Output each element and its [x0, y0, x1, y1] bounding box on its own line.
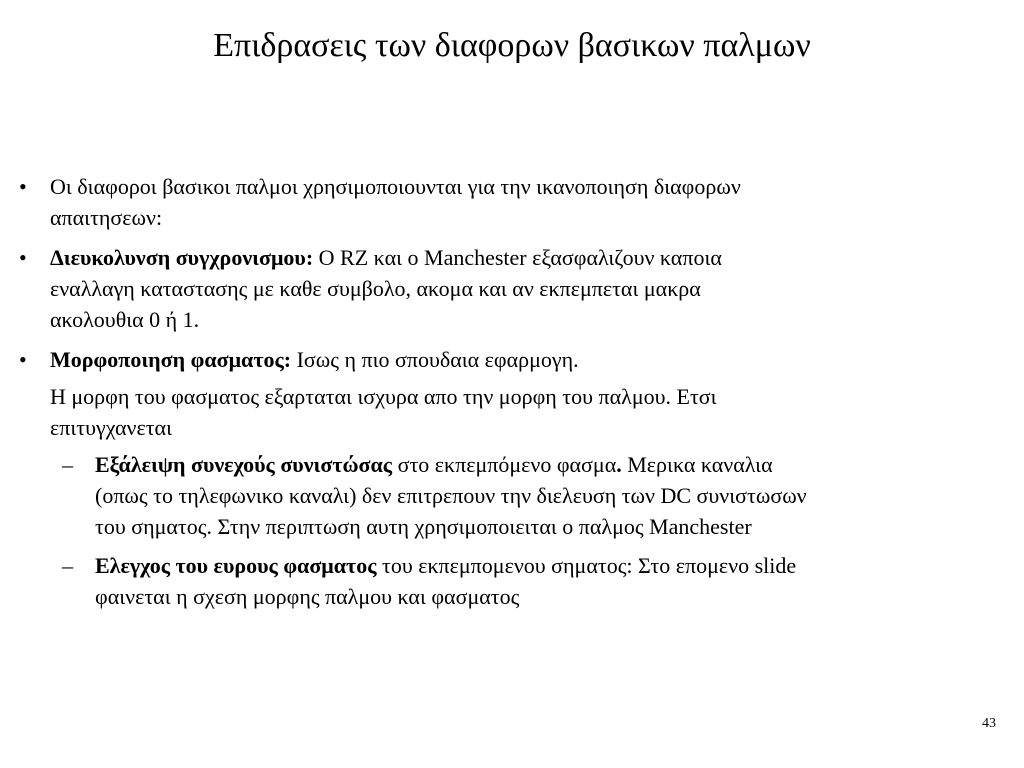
bullet-2-bold-label: Διευκολυνση συγχρονισμου:	[50, 245, 314, 270]
sub-1-text-tail: Μερικα καναλια	[621, 452, 773, 477]
sub-1-line-1	[95, 449, 1020, 480]
bullet-2-line-3: ακολουθια 0 ή 1.	[50, 307, 200, 332]
sub-2-bold-label: Ελεγχος του ευρους φασματος	[95, 553, 377, 578]
sub-1-line-2: (οπως το τηλεφωνικο καναλι) δεν επιτρεπουν την διελευση των DC συνιστωσων	[95, 483, 807, 508]
bullet-3-text: Ισως η πιο σπουδαια εφαρμογη.	[291, 347, 579, 372]
dash-icon: –	[62, 553, 73, 578]
bullet-2-text: Ο RZ και ο Manchester εξασφαλιζουν καποια	[313, 245, 722, 270]
bullet-item-3	[0, 344, 1024, 375]
bullet-1-line-1: Οι διαφοροι βασικοι παλμοι χρησιμοποιουνται για την ικανοποιηση διαφορων	[50, 174, 741, 199]
sub-item-1	[0, 449, 1024, 542]
bullet-3-bold-label: Μορφοποιηση φασματος:	[50, 347, 292, 372]
continuation-paragraph	[0, 381, 1024, 443]
page-number: 43	[982, 716, 996, 731]
bullet-2-line-1	[50, 242, 1016, 273]
continuation-line-1: Η μορφη του φασματος εξαρταται ισχυρα απο την μορφη του παλμου. Ετσι	[50, 384, 717, 409]
bullet-1-line-2: απαιτησεων:	[50, 205, 163, 230]
sub-2-line-1	[95, 550, 1020, 581]
bullet-icon: •	[19, 347, 27, 372]
sub-1-bold-dot: .	[616, 452, 622, 477]
bullet-icon: •	[19, 174, 27, 199]
slide-content	[0, 171, 1024, 620]
bullet-item-2	[0, 242, 1024, 335]
sub-2-text: του εκπεμπομενου σηματος: Στο επομενο slide	[376, 553, 797, 578]
bullet-3-line-1	[50, 344, 1016, 375]
bullet-icon: •	[19, 245, 27, 270]
sub-2-line-2: φαινεται η σχεση μορφης παλμου και φασματος	[95, 584, 520, 609]
bullet-2-line-2: εναλλαγη καταστασης με καθε συμβολο, ακομα και αν εκπεμπεται μακρα	[50, 276, 701, 301]
sub-item-2	[0, 550, 1024, 612]
sub-1-text: στο εκπεμπόμενο φασμα	[392, 452, 617, 477]
continuation-line-2: επιτυγχανεται	[50, 415, 172, 440]
sub-1-line-3: του σηματος. Στην περιπτωση αυτη χρησιμοποιειται ο παλμος Manchester	[95, 514, 752, 539]
bullet-item-1	[0, 171, 1024, 233]
dash-icon: –	[62, 452, 73, 477]
sub-1-bold-label: Εξάλειψη συνεχούς συνιστώσας	[95, 452, 393, 477]
slide-title: Επιδρασεις των διαφορων βασικων παλμων	[213, 27, 811, 64]
